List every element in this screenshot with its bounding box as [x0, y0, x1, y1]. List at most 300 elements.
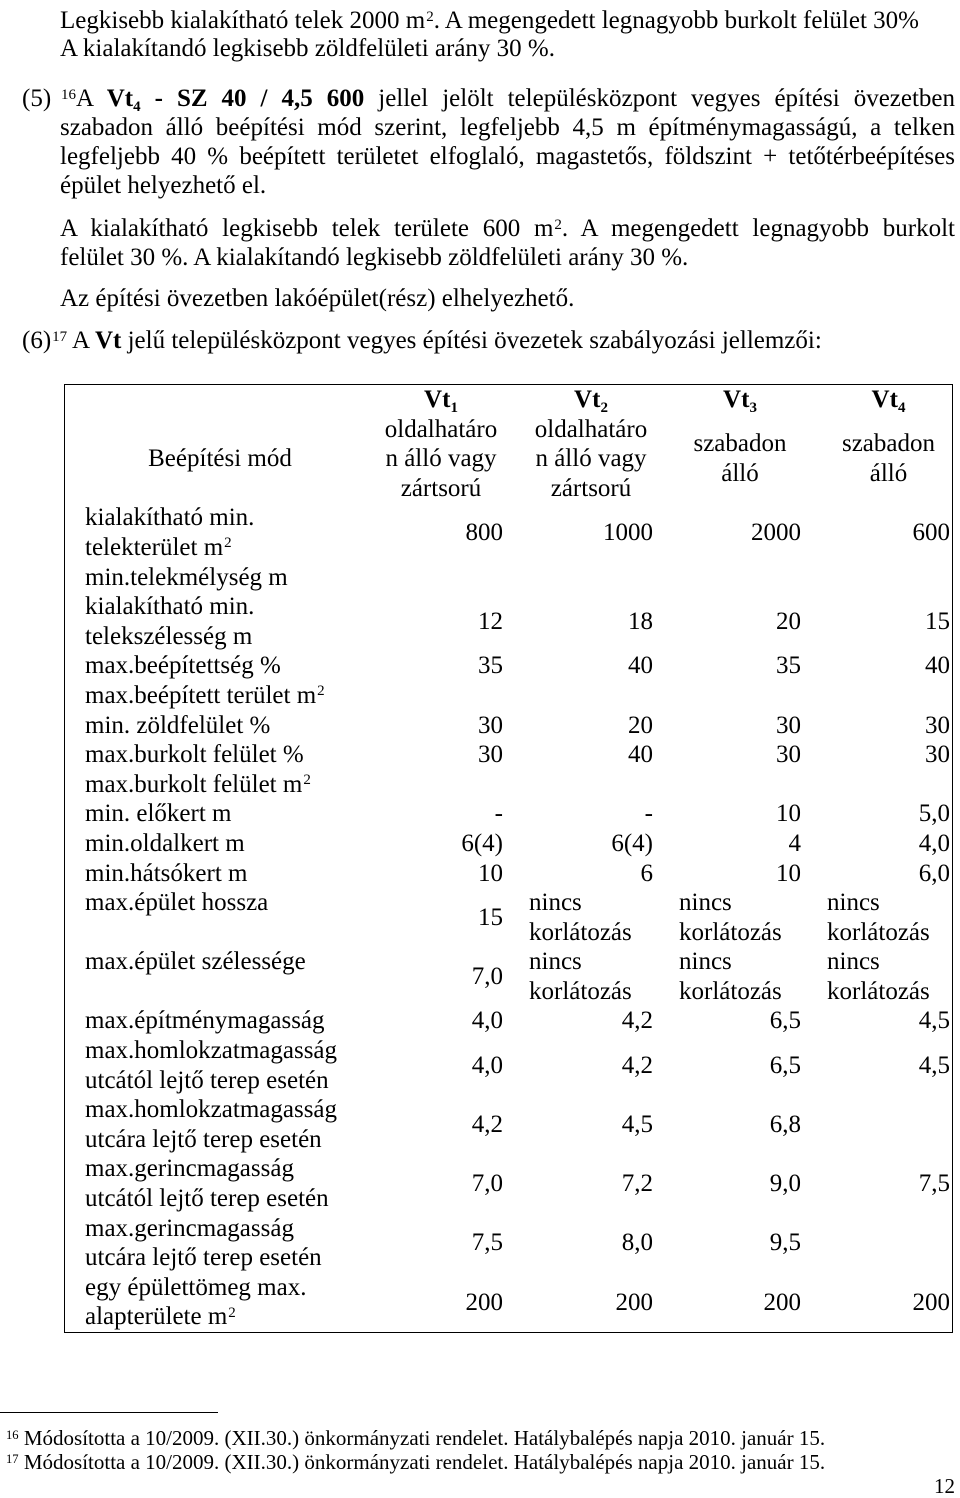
cell-value: 4,0	[918, 829, 950, 857]
row-label-line	[85, 1243, 355, 1273]
paragraph-6-number: (6)	[22, 327, 52, 354]
row-label-text: max.gerincmagasság	[85, 1155, 294, 1183]
table-cell	[355, 859, 505, 889]
table-cell	[505, 1154, 655, 1213]
zone-code	[106, 85, 365, 115]
row-label	[65, 859, 355, 889]
table-cell	[505, 1095, 655, 1154]
cell-value-line: nincs	[529, 948, 582, 976]
row-label	[65, 1214, 355, 1273]
table-cell	[803, 1036, 952, 1095]
table-cell	[655, 770, 803, 800]
table-cell	[505, 681, 655, 711]
row-label	[65, 947, 355, 1006]
cell-value-line: korlátozás	[529, 977, 632, 1005]
table-cell	[803, 1273, 952, 1332]
table-cell	[505, 592, 655, 651]
cell-value-line: n álló vagy	[535, 445, 647, 473]
table-cell	[655, 859, 803, 889]
zone-code-rest: - SZ 40 / 4,5 600	[154, 85, 365, 112]
column-header-base: Vt	[871, 386, 898, 413]
table-row	[65, 770, 952, 800]
cell-value: 6,5	[769, 1007, 801, 1035]
table-cell	[355, 415, 505, 504]
table-cell	[355, 829, 505, 859]
column-header-vt2	[505, 385, 655, 415]
column-header-base: Vt	[424, 386, 451, 413]
paragraph-5-line-6: felület 30 %. A kialakítandó legkisebb zöldfelületi arány 30 %.	[60, 244, 689, 271]
cell-value: -	[494, 800, 503, 828]
row-label	[65, 829, 355, 859]
table-cell	[803, 592, 952, 651]
cell-value: 8,0	[621, 1229, 653, 1257]
cell-value: 200	[465, 1288, 503, 1316]
table-cell	[505, 829, 655, 859]
column-header-base: Vt	[574, 386, 601, 413]
table-cell	[505, 563, 655, 593]
paragraph-text: . A megengedett legnagyobb burkolt	[561, 215, 955, 242]
table-cell	[355, 740, 505, 770]
cell-value: 6,0	[918, 859, 950, 887]
table-row	[65, 1095, 952, 1154]
paragraph-5-line-2: szabadon álló beépítési mód szerint, legfeljebb 4,5 m építménymagasságú, a telken	[60, 114, 955, 141]
table-row	[65, 947, 952, 1006]
intro-text: Legkisebb kialakítható telek 2000 m	[60, 7, 426, 34]
cell-value: 4,2	[621, 1007, 653, 1035]
cell-value-line: korlátozás	[529, 918, 632, 946]
cell-value-line: nincs	[827, 889, 880, 917]
cell-value: 30	[478, 741, 503, 769]
cell-value: 7,5	[471, 1229, 503, 1257]
cell-value-line: zártsorú	[550, 474, 632, 502]
row-label-text: utcától lejtő terep esetén	[85, 1185, 329, 1213]
table-cell	[355, 651, 505, 681]
table-cell	[803, 681, 952, 711]
column-header-subscript: 4	[897, 399, 906, 416]
table-cell	[655, 1006, 803, 1036]
row-label	[65, 592, 355, 651]
row-label-text: max.gerincmagasság	[85, 1214, 294, 1242]
paragraph-5-line-4: épület helyezhető el.	[60, 172, 267, 199]
row-label-line	[85, 711, 355, 741]
cell-value: 40	[925, 652, 950, 680]
table-cell	[803, 1095, 952, 1154]
table-row	[65, 503, 952, 562]
footnote-ref: 17	[52, 328, 68, 345]
cell-value: 35	[776, 652, 801, 680]
table-cell	[655, 1095, 803, 1154]
footnote-separator	[0, 1412, 218, 1413]
cell-value: 15	[925, 607, 950, 635]
table-row	[65, 1036, 952, 1095]
cell-value: 10	[776, 800, 801, 828]
zone-code-subscript: 4	[133, 98, 141, 115]
intro-line-2: A kialakítandó legkisebb zöldfelületi arány 30 %.	[60, 35, 555, 62]
superscript: 2	[228, 1304, 236, 1321]
table-cell	[505, 770, 655, 800]
table-cell	[355, 1036, 505, 1095]
table-cell	[655, 651, 803, 681]
cell-value: 10	[478, 859, 503, 887]
row-label-text: utcára lejtő terep esetén	[85, 1125, 322, 1153]
row-label	[65, 1036, 355, 1095]
column-header-vt4	[803, 385, 952, 415]
cell-value: 7,0	[471, 1170, 503, 1198]
table-cell	[655, 503, 803, 562]
row-label-line	[85, 681, 355, 711]
table-cell	[505, 1214, 655, 1273]
cell-value: 800	[465, 519, 503, 547]
footnote-17	[5, 1450, 825, 1474]
table-row	[65, 799, 952, 829]
cell-value: 200	[912, 1288, 950, 1316]
table-cell	[803, 503, 952, 562]
paragraph-5-line-1	[60, 84, 955, 113]
row-label-line	[85, 947, 355, 977]
cell-value: 18	[628, 607, 653, 635]
cell-value: 2000	[751, 519, 801, 547]
row-label-line	[85, 1036, 355, 1066]
cell-value: 4,5	[621, 1111, 653, 1139]
table-cell	[655, 1154, 803, 1213]
cell-value: 7,2	[621, 1170, 653, 1198]
row-label	[65, 1154, 355, 1213]
table-row	[65, 829, 952, 859]
table-cell	[355, 1273, 505, 1332]
table-cell	[505, 1006, 655, 1036]
table-cell	[803, 770, 952, 800]
cell-value: 4,5	[918, 1051, 950, 1079]
row-label-text: min.oldalkert m	[85, 829, 245, 857]
superscript: 2	[317, 683, 325, 700]
cell-value: 30	[478, 711, 503, 739]
table-cell	[505, 1273, 655, 1332]
table-cell	[355, 770, 505, 800]
page-number: 12	[934, 1474, 955, 1498]
cell-value-line: nincs	[679, 948, 732, 976]
row-label-text: max.beépített terület m	[85, 681, 317, 709]
row-label-text: max.építménymagasság	[85, 1007, 325, 1035]
cell-value-line: zártsorú	[400, 474, 482, 502]
paragraph-5-number: (5)	[22, 85, 52, 112]
cell-value: 4,2	[621, 1051, 653, 1079]
row-label-text: min. zöldfelület %	[85, 711, 271, 739]
row-label-line	[85, 533, 355, 563]
table-cell	[355, 799, 505, 829]
row-label-text: min.telekmélység m	[85, 563, 288, 591]
row-label-text: utcára lejtő terep esetén	[85, 1244, 322, 1272]
paragraph-text: A kialakítható legkisebb telek területe 600 m	[60, 215, 554, 242]
column-header-text	[424, 385, 458, 415]
superscript: 2	[224, 535, 232, 552]
row-label-line	[148, 444, 292, 474]
paragraph-6	[22, 326, 822, 355]
paragraph-5-line-7: Az építési övezetben lakóépület(rész) elhelyezhető.	[60, 285, 575, 312]
table-cell	[505, 651, 655, 681]
table-cell	[505, 415, 655, 504]
row-label-line	[85, 1154, 355, 1184]
row-label-line	[85, 740, 355, 770]
footnote-number: 16	[6, 1427, 19, 1442]
table-body	[65, 415, 952, 1332]
table-row	[65, 859, 952, 889]
cell-value: 40	[628, 741, 653, 769]
cell-value: 4,0	[471, 1007, 503, 1035]
table-cell	[505, 503, 655, 562]
footnote-16	[5, 1426, 825, 1450]
row-label-text: max.beépítettség %	[85, 652, 281, 680]
table-cell	[505, 799, 655, 829]
footnote-text: Módosította a 10/2009. (XII.30.) önkormányzati rendelet. Hatálybalépés napja 2010. január 15.	[23, 1426, 826, 1450]
table-cell	[655, 947, 803, 1006]
cell-value: 12	[478, 607, 503, 635]
table-cell	[655, 592, 803, 651]
row-label-text: min.hátsókert m	[85, 859, 248, 887]
cell-value-line: oldalhatáro	[534, 415, 648, 443]
table-cell	[355, 1006, 505, 1036]
row-label-line	[85, 859, 355, 889]
row-label	[65, 1095, 355, 1154]
cell-value-line: korlátozás	[827, 918, 930, 946]
cell-value: 200	[615, 1288, 653, 1316]
table-cell	[655, 799, 803, 829]
row-label-text: max.épület hossza	[85, 889, 269, 917]
table-row	[65, 1006, 952, 1036]
cell-value-line: n álló vagy	[385, 445, 497, 473]
table-row	[65, 563, 952, 593]
row-label-line	[85, 1095, 355, 1125]
row-label	[65, 1273, 355, 1332]
row-label	[65, 799, 355, 829]
column-header-base: Vt	[723, 386, 750, 413]
table-cell	[803, 651, 952, 681]
superscript: 2	[554, 216, 562, 233]
cell-value-line: nincs	[827, 948, 880, 976]
table-cell	[803, 859, 952, 889]
paragraph-text: jellel jelölt településközpont vegyes építési övezetben	[378, 85, 956, 112]
table-row	[65, 1154, 952, 1213]
row-label-line	[85, 1066, 355, 1096]
row-label-line	[85, 1125, 355, 1155]
cell-value-line: korlátozás	[679, 977, 782, 1005]
cell-value: 6	[640, 859, 653, 887]
row-label-text: min. előkert m	[85, 800, 232, 828]
row-label-text: Beépítési mód	[148, 445, 292, 473]
column-header-text	[872, 385, 906, 415]
paragraph-5-line-5	[60, 214, 955, 243]
table-row	[65, 681, 952, 711]
cell-value: 35	[478, 652, 503, 680]
zone-code-base: Vt	[106, 85, 134, 112]
table-row	[65, 415, 952, 504]
header-label-cell	[65, 385, 355, 415]
table-header-row	[65, 385, 952, 415]
table-cell	[655, 1214, 803, 1273]
table-cell	[803, 740, 952, 770]
row-label	[65, 651, 355, 681]
table-cell	[505, 888, 655, 947]
row-label-line	[85, 1214, 355, 1244]
cell-value: 15	[478, 903, 503, 931]
cell-value-line: szabadon	[693, 430, 787, 458]
cell-value: 4,0	[471, 1051, 503, 1079]
table-cell	[655, 1273, 803, 1332]
table-cell	[355, 681, 505, 711]
row-label-line	[85, 1273, 355, 1303]
row-label-text: max.burkolt felület m	[85, 770, 303, 798]
cell-value: 6,8	[769, 1111, 801, 1139]
cell-value: 20	[776, 607, 801, 635]
table-cell	[655, 415, 803, 504]
cell-value-line: korlátozás	[827, 977, 930, 1005]
row-label	[65, 563, 355, 593]
table-cell	[505, 711, 655, 741]
row-label-line	[85, 1006, 355, 1036]
row-label-line	[85, 1184, 355, 1214]
row-label-line	[85, 1302, 355, 1332]
cell-value: 9,5	[769, 1229, 801, 1257]
intro-line-1	[60, 6, 919, 35]
row-label-text: kialakítható min.	[85, 593, 255, 621]
table-cell	[355, 503, 505, 562]
table-cell	[803, 888, 952, 947]
row-label-text: telekterület m	[85, 533, 224, 561]
table-cell	[803, 829, 952, 859]
zone-code: Vt	[94, 327, 122, 354]
paragraph-text: A	[72, 327, 89, 354]
table-cell	[655, 740, 803, 770]
table-cell	[505, 1036, 655, 1095]
paragraph-text: jelű településközpont vegyes építési övezetek szabályozási jellemzői:	[127, 327, 822, 354]
row-label-text: max.homlokzatmagasság	[85, 1037, 338, 1065]
row-label-line	[85, 799, 355, 829]
table-cell	[355, 1214, 505, 1273]
superscript: 2	[426, 8, 434, 25]
cell-value-line: oldalhatáro	[384, 415, 498, 443]
cell-value: 30	[776, 741, 801, 769]
row-label-text: telekszélesség m	[85, 622, 253, 650]
column-header-vt1	[355, 385, 505, 415]
table-row	[65, 740, 952, 770]
row-label	[65, 681, 355, 711]
row-label-text: kialakítható min.	[85, 504, 255, 532]
table-cell	[355, 947, 505, 1006]
table-cell	[355, 1095, 505, 1154]
paragraph-text: A	[76, 85, 93, 112]
table-cell	[355, 563, 505, 593]
row-label-line	[85, 503, 355, 533]
cell-value: 40	[628, 652, 653, 680]
zoning-parameters-table	[64, 384, 953, 1333]
cell-value: 6,5	[769, 1051, 801, 1079]
footnote-text: Módosította a 10/2009. (XII.30.) önkormányzati rendelet. Hatálybalépés napja 2010. január 15.	[23, 1450, 826, 1474]
cell-value: 4,5	[918, 1007, 950, 1035]
row-label	[65, 503, 355, 562]
table-row	[65, 1273, 952, 1332]
cell-value: 10	[776, 859, 801, 887]
table-cell	[803, 1154, 952, 1213]
row-label-line	[85, 651, 355, 681]
table-cell	[355, 711, 505, 741]
footnote-ref: 16	[61, 86, 76, 103]
table-row	[65, 1214, 952, 1273]
table-cell	[505, 859, 655, 889]
superscript: 2	[303, 772, 311, 789]
table-row	[65, 711, 952, 741]
cell-value-line: álló	[721, 459, 759, 487]
row-label	[65, 888, 355, 947]
column-header-text	[723, 385, 757, 415]
row-label-line	[85, 563, 355, 593]
row-label-text: utcától lejtő terep esetén	[85, 1066, 329, 1094]
row-label	[65, 770, 355, 800]
table-row	[65, 651, 952, 681]
table-cell	[655, 1036, 803, 1095]
table-cell	[505, 740, 655, 770]
table-cell	[355, 1154, 505, 1213]
cell-value-line: szabadon	[841, 430, 936, 458]
cell-value: 4	[788, 829, 801, 857]
row-label-text: max.burkolt felület %	[85, 741, 304, 769]
table-cell	[803, 1214, 952, 1273]
row-label	[65, 711, 355, 741]
intro-text: . A megengedett legnagyobb burkolt felület 30%	[433, 7, 919, 34]
cell-value: -	[644, 800, 653, 828]
table-cell	[655, 829, 803, 859]
table-cell	[505, 947, 655, 1006]
table-cell	[803, 415, 952, 504]
row-label	[65, 1006, 355, 1036]
cell-value: 6(4)	[611, 829, 653, 857]
row-label	[65, 415, 355, 504]
table-cell	[655, 711, 803, 741]
table-cell	[355, 888, 505, 947]
table-cell	[655, 681, 803, 711]
cell-value: 6(4)	[461, 829, 503, 857]
cell-value: 600	[912, 519, 950, 547]
cell-value: 30	[925, 741, 950, 769]
cell-value-line: álló	[869, 459, 908, 487]
column-header-subscript: 3	[749, 399, 757, 416]
cell-value-line: korlátozás	[679, 918, 782, 946]
table-cell	[355, 592, 505, 651]
table-row	[65, 888, 952, 947]
table-cell	[803, 799, 952, 829]
cell-value: 30	[776, 711, 801, 739]
column-header-subscript: 2	[600, 399, 608, 416]
row-label-text: max.épület szélessége	[85, 948, 306, 976]
row-label-line	[85, 829, 355, 859]
table-cell	[803, 711, 952, 741]
cell-value: 4,2	[471, 1111, 503, 1139]
cell-value: 200	[763, 1288, 801, 1316]
footnote-number: 17	[6, 1451, 19, 1466]
row-label-line	[85, 592, 355, 622]
row-label-line	[85, 622, 355, 652]
cell-value: 30	[925, 711, 950, 739]
cell-value: 1000	[603, 519, 653, 547]
cell-value-line: nincs	[529, 889, 582, 917]
column-header-subscript: 1	[450, 399, 458, 416]
row-label-text: egy épülettömeg max.	[85, 1273, 307, 1301]
table-cell	[655, 888, 803, 947]
cell-value: 20	[628, 711, 653, 739]
table-row	[65, 592, 952, 651]
table-cell	[803, 563, 952, 593]
table-cell	[803, 947, 952, 1006]
column-header-vt3	[655, 385, 803, 415]
table-cell	[655, 563, 803, 593]
